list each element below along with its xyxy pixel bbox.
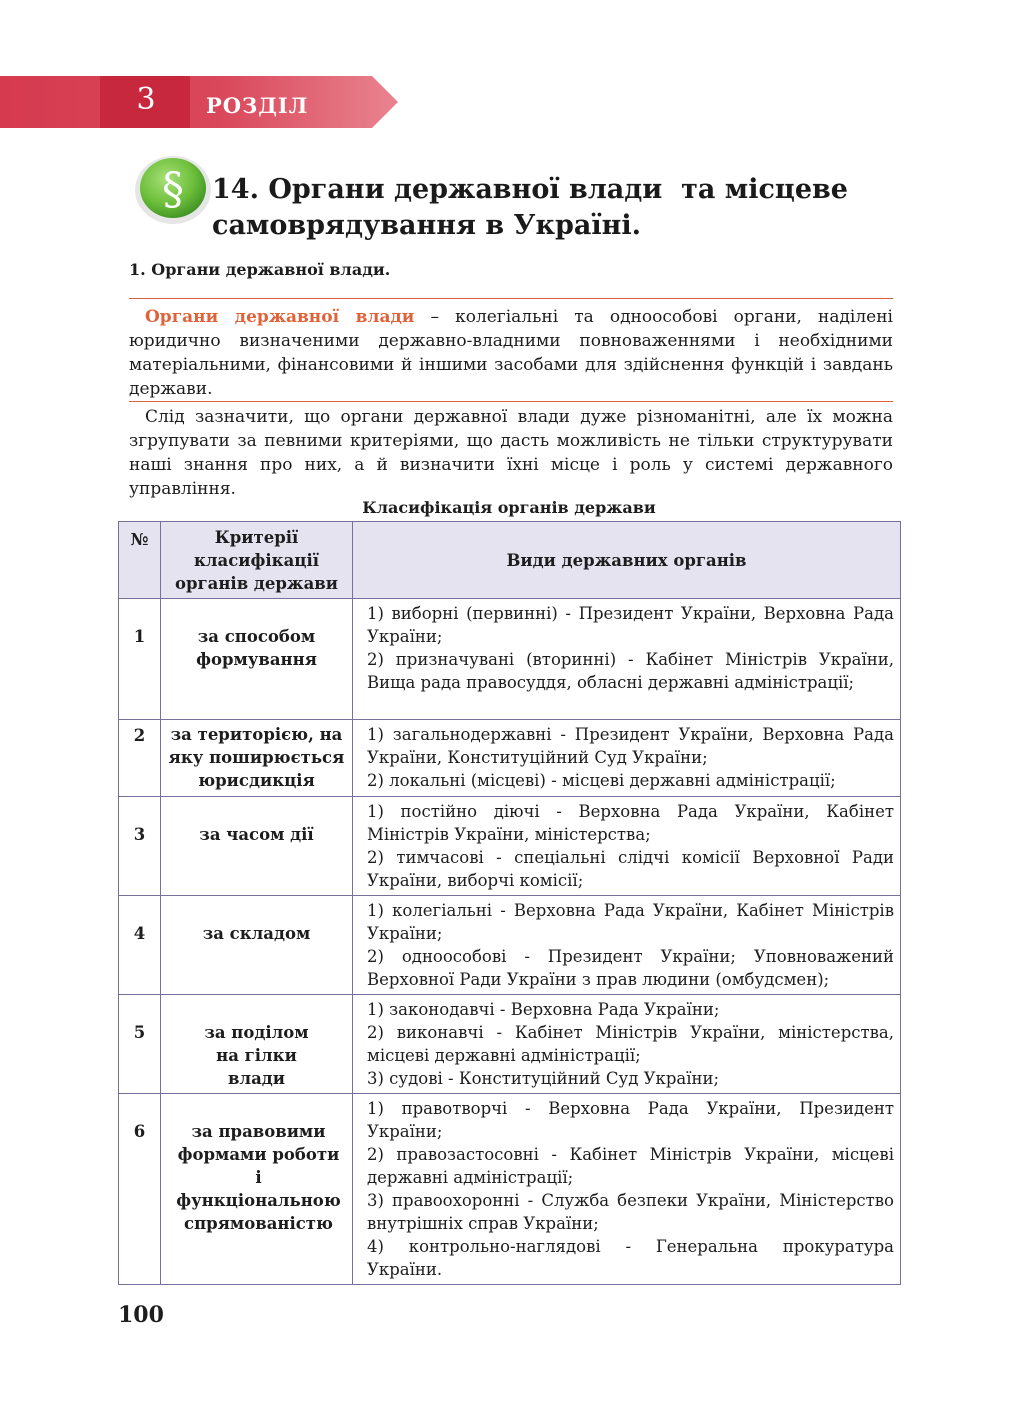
divider-bottom (129, 401, 893, 402)
row-criteria: за складом (161, 896, 353, 995)
definition-term: Органи державної влади (145, 307, 415, 327)
table-row (119, 599, 901, 720)
section-heading: 1. Органи державної влади. (129, 260, 391, 279)
row-num: 5 (119, 995, 161, 1094)
definition-block (129, 305, 893, 401)
kind-item: 1) постійно діючі - Верховна Рада України, Кабінет Міністрів України, міністерства; (367, 802, 894, 844)
classification-table (118, 521, 901, 1285)
header-criteria: Критерії класифікації органів держави (161, 522, 353, 599)
table-header-row (119, 522, 901, 599)
banner-arrow-shape (0, 76, 398, 128)
row-num: 4 (119, 896, 161, 995)
chapter-label: РОЗДІЛ (206, 93, 309, 118)
lesson-title-line2: самоврядування в Україні. (212, 210, 642, 241)
kind-item: 1) законодавчі - Верховна Рада України; (367, 1000, 720, 1019)
kind-item: 3) правоохоронні - Служба безпеки України, Міністерство внутрішніх справ України; (367, 1191, 894, 1233)
table-caption: Класифікація органів держави (362, 498, 656, 517)
table-row (119, 797, 901, 896)
kind-item: 1) виборні (первинні) - Президент України, Верховна Рада України; (367, 604, 894, 646)
row-kinds (353, 896, 901, 995)
divider-top (129, 298, 893, 299)
kind-item: 2) призначувані (вторинні) - Кабінет Міністрів України, Вища рада правосуддя, обласні державні адміністрації; (367, 650, 894, 692)
lesson-title (212, 172, 852, 244)
row-num: 3 (119, 797, 161, 896)
svg-text:§: § (162, 164, 184, 215)
kind-item: 1) колегіальні - Верховна Рада України, Кабінет Міністрів України; (367, 901, 894, 943)
row-kinds (353, 1094, 901, 1285)
header-kinds: Види державних органів (353, 522, 901, 599)
page-number: 100 (118, 1302, 164, 1328)
kind-item: 2) локальні (місцеві) - місцеві державні адміністрації; (367, 771, 836, 790)
table-row (119, 720, 901, 797)
row-kinds (353, 720, 901, 797)
row-num: 6 (119, 1094, 161, 1285)
chapter-number: 3 (136, 82, 156, 117)
table-row (119, 1094, 901, 1285)
kind-item: 2) тимчасові - спеціальні слідчі комісії Верховної Ради України, виборчі комісії; (367, 848, 894, 890)
row-num: 2 (119, 720, 161, 797)
row-kinds (353, 995, 901, 1094)
row-kinds (353, 599, 901, 720)
row-criteria: за способом формування (161, 599, 353, 720)
header-num: № (119, 522, 161, 599)
section-sign-icon (131, 150, 215, 226)
definition-text: – колегіальні та одноособові органи, наділені юридично визначеними державно-владними повноваженнями і необхідними матеріальними, фінансовими й іншими засобами для здійснення функцій і завдань держави. (129, 307, 893, 399)
table-row (119, 995, 901, 1094)
kind-item: 1) правотворчі - Верховна Рада України, Президент України; (367, 1099, 894, 1141)
row-criteria: за правовими формами роботи і функціональною спрямованістю (161, 1094, 353, 1285)
row-criteria: за територією, на яку поширюється юрисдикція (161, 720, 353, 797)
intro-paragraph: Слід зазначити, що органи державної влади дуже різноманітні, але їх можна згрупувати за певними критеріями, що дасть можливість не тільки структурувати наші знання про них, а й визначити їхні місце і роль у системі державного управління. (129, 407, 893, 499)
kind-item: 2) правозастосовні - Кабінет Міністрів України, місцеві державні адміністрації; (367, 1145, 894, 1187)
row-kinds (353, 797, 901, 896)
row-criteria: за поділом на гілки влади (161, 995, 353, 1094)
kind-item: 1) загальнодержавні - Президент України, Верховна Рада України, Конституційний Суд України; (367, 725, 894, 767)
row-criteria: за часом дії (161, 797, 353, 896)
kind-item: 4) контрольно-наглядові - Генеральна прокуратура України. (367, 1237, 894, 1279)
kind-item: 3) судові - Конституційний Суд України; (367, 1069, 720, 1088)
row-num: 1 (119, 599, 161, 720)
kind-item: 2) одноособові - Президент України; Уповноважений Верховної Ради України з прав людини (омбудсмен); (367, 947, 894, 989)
table-row (119, 896, 901, 995)
chapter-banner (0, 76, 398, 128)
lesson-title-line1: 14. Органи державної влади та місцеве (212, 174, 848, 205)
kind-item: 2) виконавчі - Кабінет Міністрів України, міністерства, місцеві державні адміністрації; (367, 1023, 894, 1065)
